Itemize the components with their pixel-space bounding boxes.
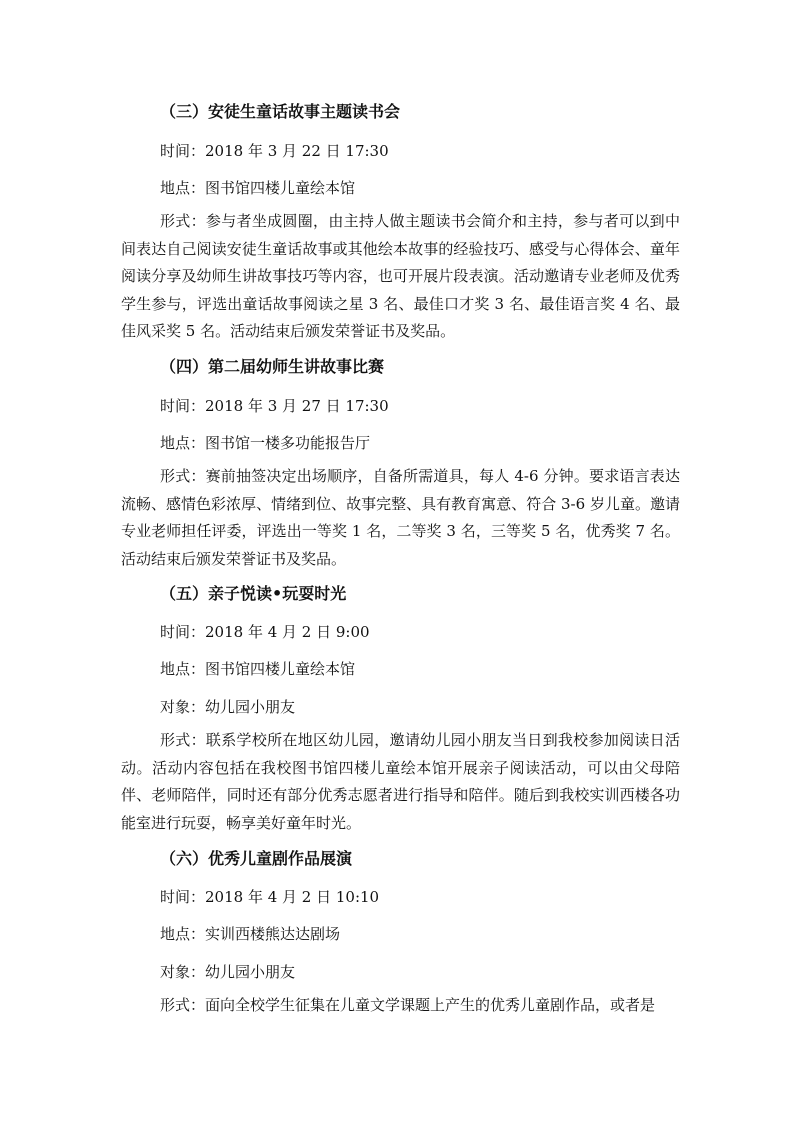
section-6-form: 形式：面向全校学生征集在儿童文学课题上产生的优秀儿童剧作品，或者是 xyxy=(160,996,656,1014)
section-4-place: 地点：图书馆一楼多功能报告厅 xyxy=(160,434,371,452)
section-4-time: 时间：2018 年 3 月 27 日 17:30 xyxy=(160,397,389,415)
section-4-heading: （四）第二届幼师生讲故事比赛 xyxy=(160,357,385,376)
section-5-form: 形式：联系学校所在地区幼儿园，邀请幼儿园小朋友当日到我校参加阅读日活动。活动内容包括在我校图书馆四楼儿童绘本馆开展亲子阅读活动，可以由父母陪伴、老师陪伴，同时还有部分优秀志愿者进行指导和陪伴。随后到我校实训西楼各功能室进行玩耍，畅享美好童年时光。 xyxy=(121,731,680,832)
section-6-heading: （六）优秀儿童剧作品展演 xyxy=(160,849,353,868)
section-3-heading: （三）安徒生童话故事主题读书会 xyxy=(160,102,401,121)
section-5-place: 地点：图书馆四楼儿童绘本馆 xyxy=(160,660,356,678)
section-6-target: 对象：幼儿园小朋友 xyxy=(160,963,296,981)
section-3-place: 地点：图书馆四楼儿童绘本馆 xyxy=(160,179,356,197)
section-5-time: 时间：2018 年 4 月 2 日 9:00 xyxy=(160,623,370,641)
section-5-heading: （五）亲子悦读•玩耍时光 xyxy=(160,584,347,603)
section-4-form: 形式：赛前抽签决定出场顺序，自备所需道具，每人 4-6 分钟。要求语言表达流畅、感情色彩浓厚、情绪到位、故事完整、具有教育寓意、符合 3-6 岁儿童。邀请专业老师担任评委，评选出一等奖 1 名，二等奖 3 名，三等奖 5 名，优秀奖 7 名。活动结束后颁发荣誉证书及奖品。 xyxy=(121,467,680,568)
section-3-form: 形式：参与者坐成圆圈，由主持人做主题读书会简介和主持，参与者可以到中间表达自己阅读安徒生童话故事或其他绘本故事的经验技巧、感受与心得体会、童年阅读分享及幼师生讲故事技巧等内容，也可开展片段表演。活动邀请专业老师及优秀学生参与，评选出童话故事阅读之星 3 名、最佳口才奖 3 名、最佳语言奖 4 名、最佳风采奖 5 名。活动结束后颁发荣誉证书及奖品。 xyxy=(121,212,680,340)
section-5-target: 对象：幼儿园小朋友 xyxy=(160,698,296,716)
section-6-time: 时间：2018 年 4 月 2 日 10:10 xyxy=(160,888,380,906)
section-6-place: 地点：实训西楼熊达达剧场 xyxy=(160,925,341,943)
section-3-time: 时间：2018 年 3 月 22 日 17:30 xyxy=(160,142,389,160)
